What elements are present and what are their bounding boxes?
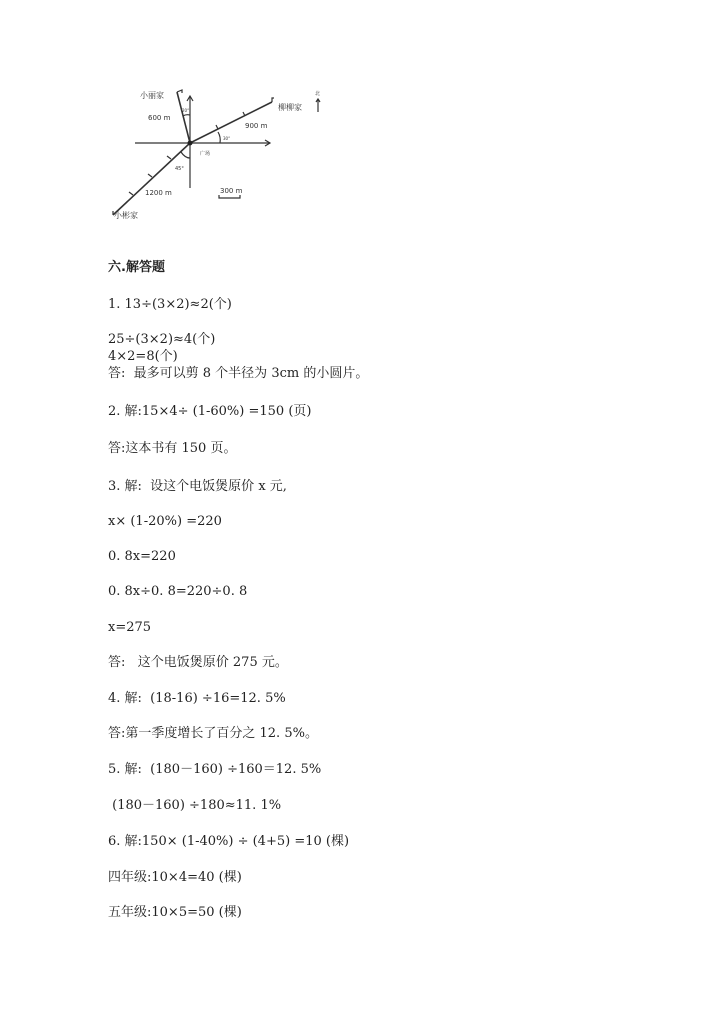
label-xiaoli: 小丽家 [140, 91, 164, 100]
answer-line: 4. 解: (18-16) ÷16=12. 5% [108, 691, 286, 706]
label-north: 北 [315, 91, 321, 97]
angle-liuliu: 30° [223, 136, 231, 141]
label-square: 广场 [200, 151, 211, 157]
answer-line: 5. 解: (180－160) ÷160＝12. 5% [108, 762, 322, 777]
scale-label: 300 m [220, 187, 243, 195]
distance-liuliu: 900 m [245, 122, 268, 130]
answer-line: 0. 8x÷0. 8=220÷0. 8 [108, 584, 248, 599]
label-xiaobin: 小彬家 [114, 211, 138, 220]
answer-line: x=275 [108, 620, 152, 635]
angle-xiaobin: 45° [175, 166, 184, 172]
answer-line: (180－160) ÷180≈11. 1% [108, 798, 282, 813]
answer-line: 2. 解:15×4÷ (1-60%) =150 (页) [108, 404, 312, 419]
answer-line: 3. 解: 设这个电饭煲原价 x 元, [108, 479, 287, 494]
answer-line: 4×2=8(个) [108, 349, 178, 364]
route-xiaobin [113, 143, 190, 215]
distance-xiaoli: 600 m [148, 114, 171, 122]
answer-line: 6. 解:150× (1-40%) ÷ (4+5) =10 (棵) [108, 834, 350, 849]
answer-line: 0. 8x=220 [108, 549, 176, 564]
answer-line: 四年级:10×4=40 (棵) [108, 870, 242, 885]
distance-xiaobin: 1200 m [145, 189, 172, 197]
answer-line: x× (1-20%) =220 [108, 514, 222, 529]
label-liuliu: 柳柳家 [278, 103, 302, 112]
answer-line: 25÷(3×2)≈4(个) [108, 332, 216, 347]
answer-line: 答:第一季度增长了百分之 12. 5%。 [108, 726, 318, 741]
answer-line: 答: 最多可以剪 8 个半径为 3cm 的小圆片。 [108, 366, 369, 381]
angle-xiaoli: 20° [182, 108, 190, 113]
answer-line: 1. 13÷(3×2)≈2(个) [108, 297, 232, 312]
answer-line: 答:这本书有 150 页。 [108, 441, 237, 456]
answer-line: 答: 这个电饭煲原价 275 元。 [108, 655, 288, 670]
direction-diagram [100, 80, 340, 230]
answer-line: 五年级:10×5=50 (棵) [108, 905, 242, 920]
section-title: 六.解答题 [108, 260, 165, 275]
